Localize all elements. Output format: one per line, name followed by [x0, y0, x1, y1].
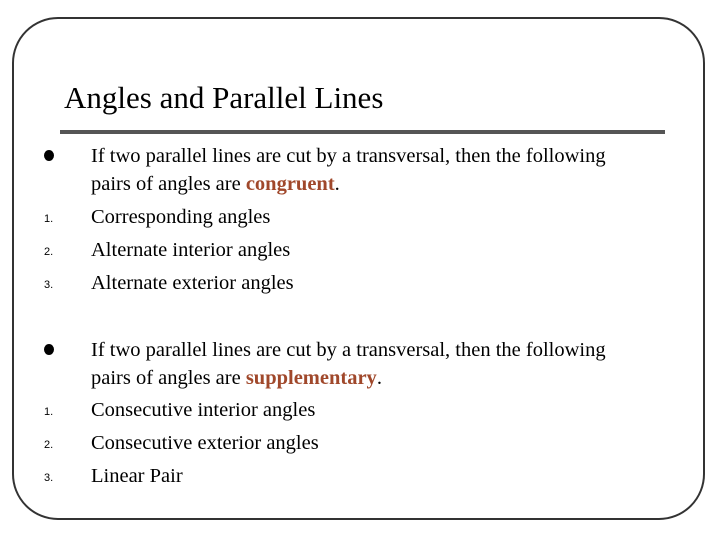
item-text: Consecutive exterior angles — [91, 432, 319, 454]
item-number: 1. — [44, 406, 54, 418]
number-marker — [38, 267, 78, 300]
item-number: 3. — [44, 279, 54, 291]
number-marker — [38, 394, 78, 427]
bullet-text-line-2 — [91, 168, 340, 201]
numbered-item — [0, 394, 700, 427]
bullet-text-line-2 — [91, 362, 382, 395]
number-marker — [38, 460, 78, 493]
bullet-text-period: . — [334, 173, 340, 195]
number-marker — [38, 234, 78, 267]
bullet-item-supplementary-line-2 — [0, 362, 700, 395]
title-underline — [60, 130, 665, 134]
item-text: Alternate interior angles — [91, 239, 291, 261]
bullet-item-congruent-line-2 — [0, 168, 700, 201]
number-marker — [38, 427, 78, 460]
bullet-dot-icon — [44, 344, 54, 355]
item-text: Consecutive interior angles — [91, 399, 316, 421]
numbered-item — [0, 267, 700, 300]
bullet-text-lead: pairs of angles are — [91, 173, 246, 195]
bullet-dot-icon — [44, 150, 54, 161]
supplementary-keyword: supplementary — [245, 367, 377, 389]
bullet-text-lead: pairs of angles are — [91, 367, 246, 389]
congruent-keyword: congruent — [245, 173, 335, 195]
item-number: 3. — [44, 472, 54, 484]
slide-title: Angles and Parallel Lines — [64, 80, 384, 115]
item-number: 2. — [44, 439, 54, 451]
bullet-text-line-1: If two parallel lines are cut by a transversal, then the following — [91, 339, 606, 361]
item-text: Linear Pair — [91, 465, 183, 487]
item-number: 1. — [44, 213, 54, 225]
item-text: Corresponding angles — [91, 206, 271, 228]
bullet-text-line-1: If two parallel lines are cut by a transversal, then the following — [91, 145, 606, 167]
item-text: Alternate exterior angles — [91, 272, 294, 294]
bullet-text-period: . — [376, 367, 382, 389]
numbered-item — [0, 201, 700, 234]
numbered-item — [0, 234, 700, 267]
number-marker — [38, 201, 78, 234]
numbered-item — [0, 460, 700, 493]
numbered-item — [0, 427, 700, 460]
item-number: 2. — [44, 246, 54, 258]
